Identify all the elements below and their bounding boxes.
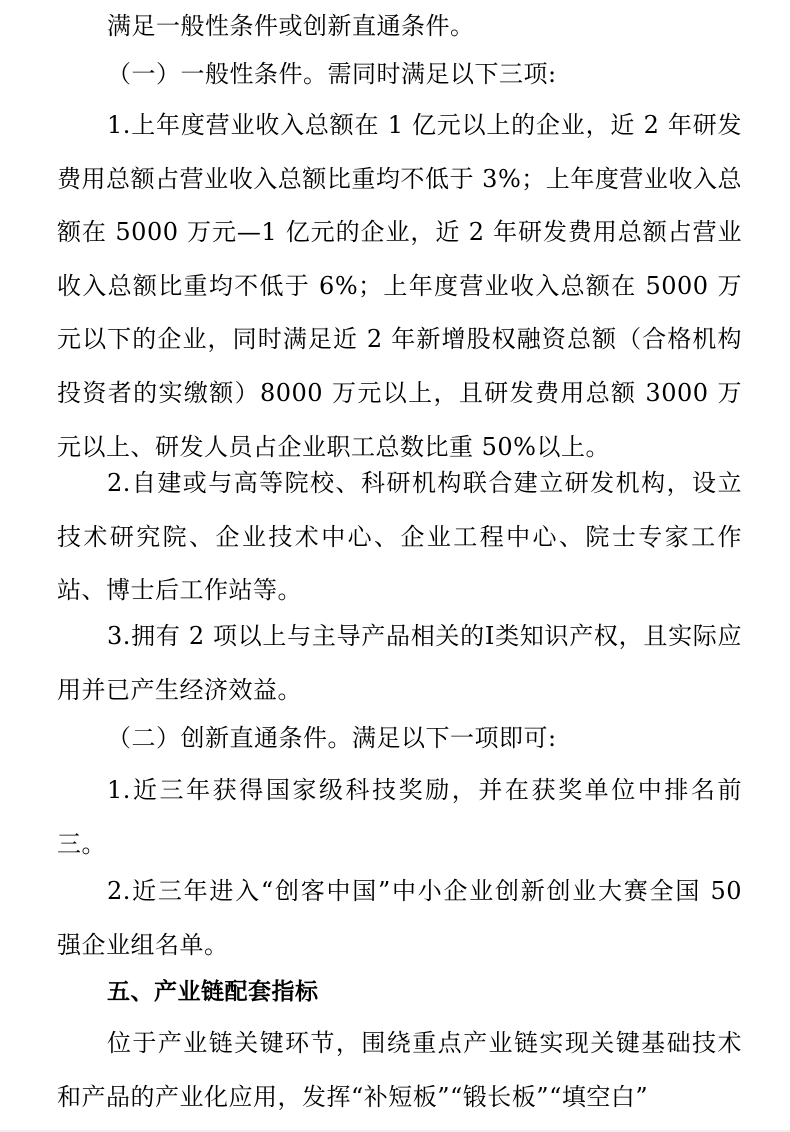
paragraph-innovation-award: 1.近三年获得国家级科技奖励，并在获奖单位中排名前三。 [57,776,742,858]
subheading-general-conditions: （一）一般性条件。需同时满足以下三项: [107,60,557,88]
paragraph-condition-ip: 3.拥有 2 项以上与主导产品相关的I类知识产权，且实际应用并已产生经济效益。 [57,622,742,704]
paragraph-condition-rd-institution: 2.自建或与高等院校、科研机构联合建立研发机构，设立技术研究院、企业技术中心、企业工程中心、院士专家工作站、博士后工作站等。 [57,469,742,605]
section-heading-supply-chain: 五、产业链配套指标 [107,979,319,1005]
paragraph-supply-chain: 位于产业链关键环节，围绕重点产业链实现关键基础技术和产品的产业化应用，发挥“补短板”“锻长板”“填空白” [57,1029,742,1111]
paragraph-condition-revenue-rd: 1.上年度营业收入总额在 1 亿元以上的企业，近 2 年研发费用总额占营业收入总额比重均不低于 3%；上年度营业收入总额在 5000 万元—1 亿元的企业，近 2 年研发费用总额占营业收入总额比重均不低于 6%；上年度营业收入总额在 5000 万元以下的企业，同时满足近 2 年新增股权融资总额（合格机构投资者的实缴额）8000 万元以上，且研发费用总额 3000 万元以上、研发人员占企业职工总数比重 50%以上。 [57,111,742,461]
paragraph-innovation-competition: 2.近三年进入“创客中国”中小企业创新创业大赛全国 50 强企业组名单。 [57,877,742,959]
paragraph-criteria-intro: 满足一般性条件或创新直通条件。 [107,12,475,40]
subheading-innovation-conditions: （二）创新直通条件。满足以下一项即可: [107,724,557,752]
